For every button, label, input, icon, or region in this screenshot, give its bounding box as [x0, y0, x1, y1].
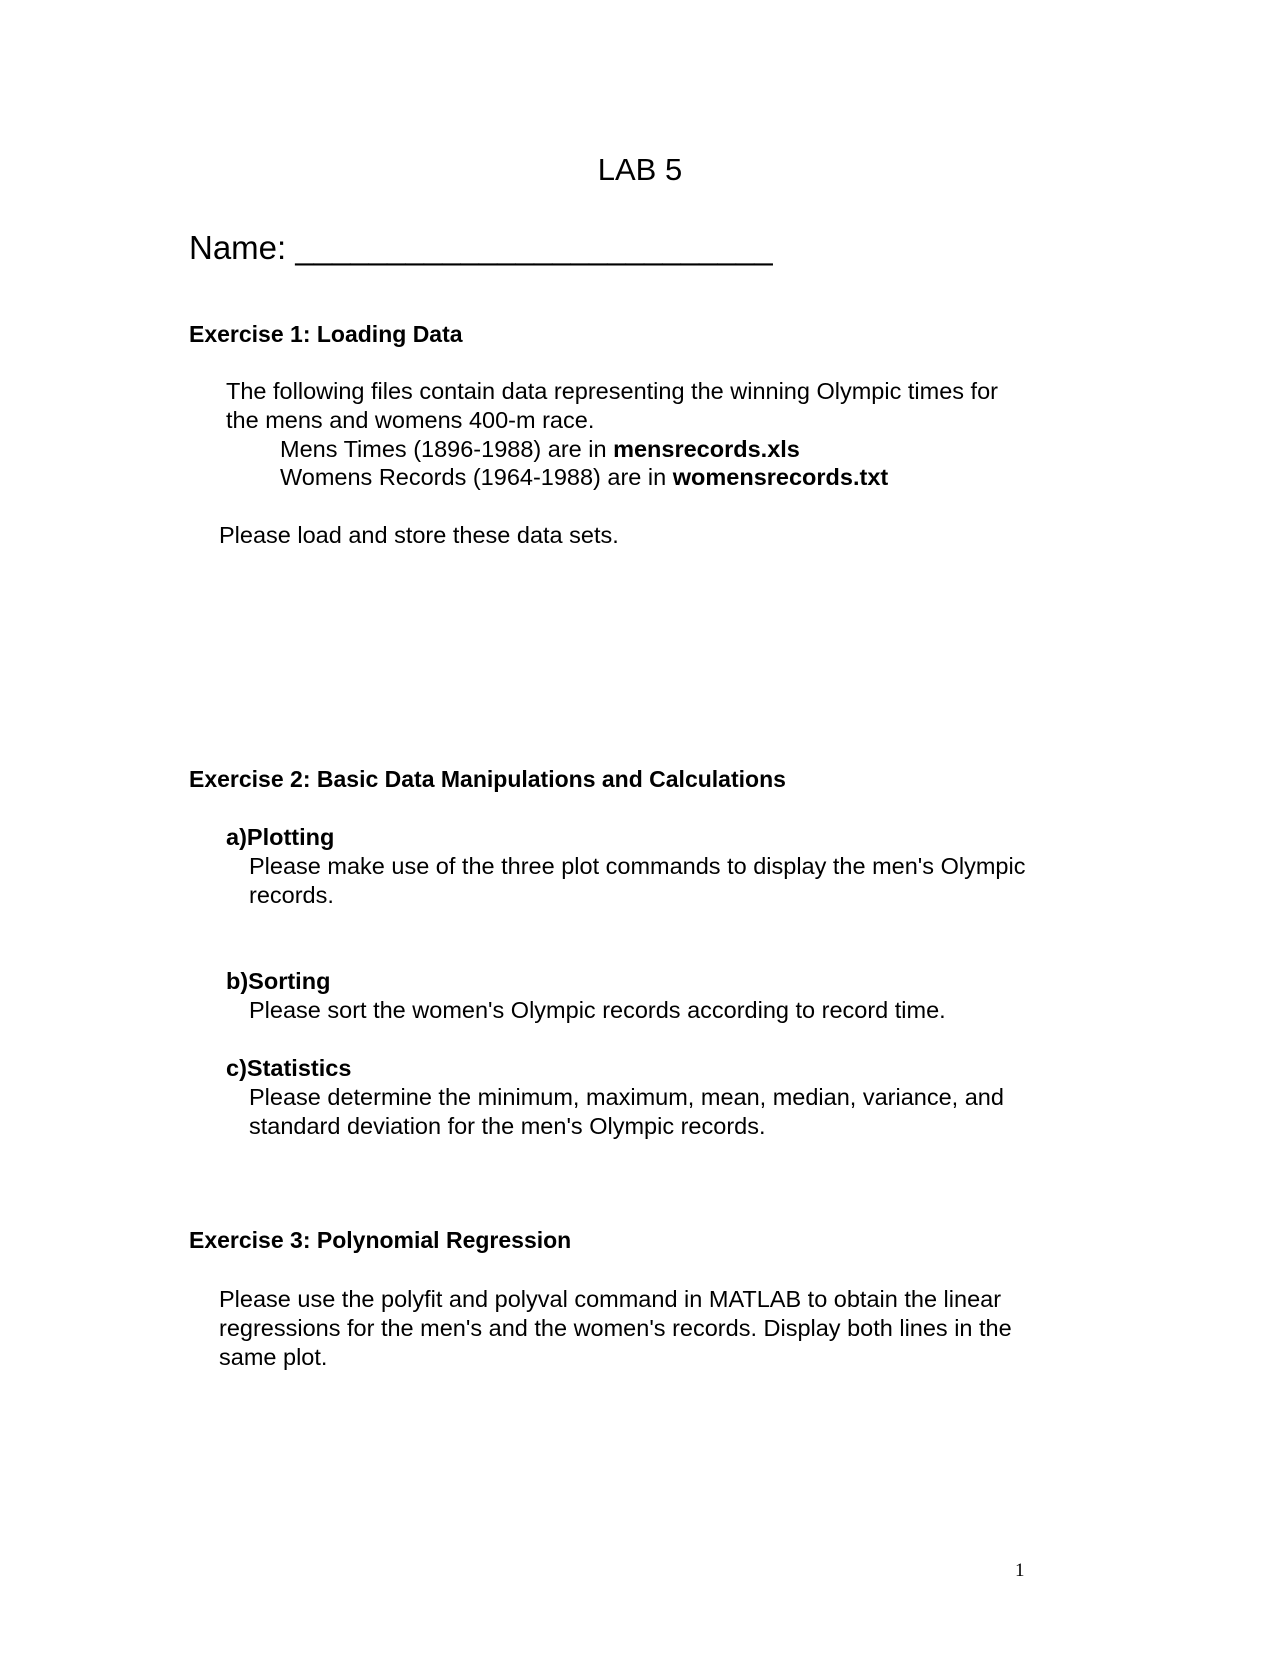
exercise-2a-line-2: records. [249, 882, 334, 908]
mens-file-line [280, 435, 800, 464]
exercise-3-line-3: same plot. [219, 1344, 328, 1370]
exercise-2c-line-1: Please determine the minimum, maximum, mean, median, variance, and [249, 1084, 1004, 1110]
page-title: LAB 5 [597, 152, 683, 187]
exercise-2b-label: b)Sorting [226, 968, 331, 994]
exercise-2a-line-1: Please make use of the three plot commands to display the men's Olympic [249, 853, 1026, 879]
exercise-1-intro-line-1: The following files contain data representing the winning Olympic times for [226, 378, 998, 404]
exercise-2-heading: Exercise 2: Basic Data Manipulations and Calculations [189, 766, 786, 792]
exercise-2b-line-1: Please sort the women's Olympic records according to record time. [249, 997, 946, 1023]
exercise-2a-label: a)Plotting [226, 824, 335, 850]
exercise-2c-label: c)Statistics [226, 1055, 352, 1081]
exercise-3-heading: Exercise 3: Polynomial Regression [189, 1227, 572, 1253]
exercise-1-intro-line-2: the mens and womens 400-m race. [226, 407, 595, 433]
womens-file-name: womensrecords.txt [672, 464, 889, 490]
exercise-2c-line-2: standard deviation for the men's Olympic records. [249, 1113, 766, 1139]
exercise-1-instruction: Please load and store these data sets. [219, 522, 619, 548]
exercise-3-line-1: Please use the polyfit and polyval command in MATLAB to obtain the linear [219, 1286, 1002, 1312]
page-number: 1 [1015, 1560, 1025, 1581]
mens-file-name: mensrecords.xls [613, 436, 800, 462]
mens-file-prefix: Mens Times (1896-1988) are in [280, 436, 614, 462]
exercise-3-line-2: regressions for the men's and the women's records. Display both lines in the [219, 1315, 1012, 1341]
womens-file-prefix: Womens Records (1964-1988) are in [280, 464, 673, 490]
exercise-1-heading: Exercise 1: Loading Data [189, 321, 463, 347]
womens-file-line [280, 463, 888, 492]
name-field-label: Name: __________________________ [189, 229, 773, 266]
